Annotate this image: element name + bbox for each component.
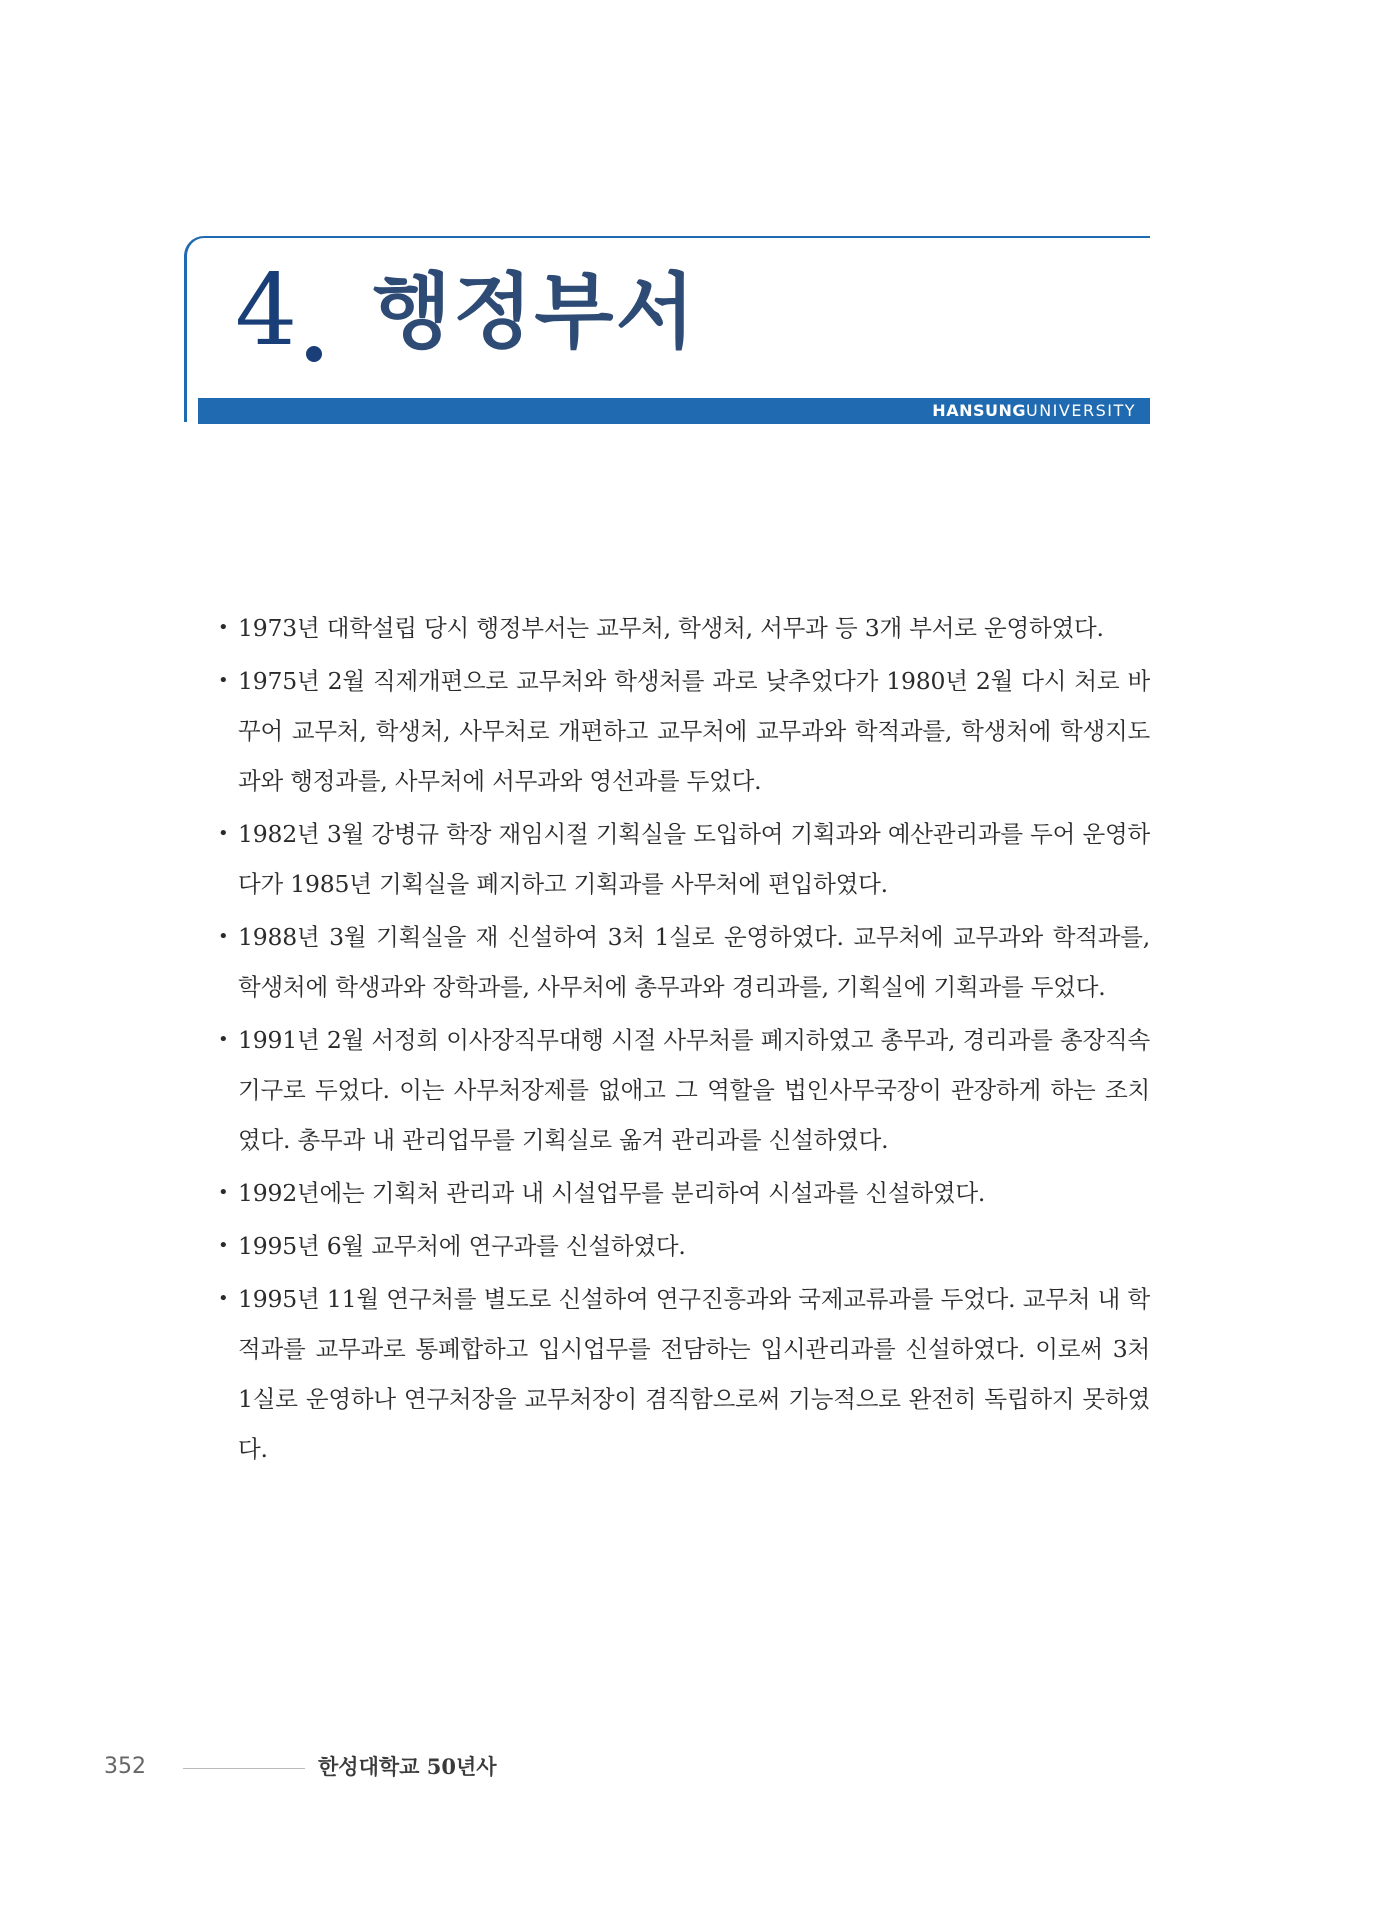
list-item-text: 1973년 대학설립 당시 행정부서는 교무처, 학생처, 서무과 등 3개 부서로 운영하였다. [238, 614, 1104, 642]
bullet-icon: • [218, 1182, 229, 1203]
bullet-icon: • [218, 1235, 229, 1256]
bullet-icon: • [218, 670, 229, 691]
bullet-icon: • [218, 823, 229, 844]
chapter-number: 4 [235, 254, 296, 368]
footer-divider [183, 1768, 305, 1769]
brand-name-strong: HANSUNG [932, 401, 1026, 420]
list-item-text: 1995년 11월 연구처를 별도로 신설하여 연구진흥과와 국제교류과를 두었다. 교무처 내 학적과를 교무과로 통폐합하고 입시업무를 전담하는 입시관리과를 신설하였다. 이로써 3처 1실로 운영하나 연구처장을 교무처장이 겸직함으로써 기능적으로 완전히 독립하지 못하였다. [238, 1285, 1150, 1463]
chapter-number-dot [306, 346, 322, 362]
list-item [218, 912, 1150, 1012]
footer-book-title: 한성대학교 50년사 [318, 1754, 497, 1779]
list-item [218, 1168, 1150, 1218]
list-item-text: 1975년 2월 직제개편으로 교무처와 학생처를 과로 낮추었다가 1980년 2월 다시 처로 바꾸어 교무처, 학생처, 사무처로 개편하고 교무처에 교무과와 학적과를, 학생처에 학생지도과와 행정과를, 사무처에 서무과와 영선과를 두었다. [238, 667, 1150, 795]
list-item [218, 656, 1150, 806]
bullet-icon: • [218, 1288, 229, 1309]
list-item-text: 1995년 6월 교무처에 연구과를 신설하였다. [238, 1232, 686, 1260]
brand-name-light: UNIVERSITY [1026, 401, 1136, 420]
list-item-text: 1992년에는 기획처 관리과 내 시설업무를 분리하여 시설과를 신설하였다. [238, 1179, 986, 1207]
list-item [218, 603, 1150, 653]
content-list [218, 603, 1150, 1477]
chapter-title: 행정부서 [372, 265, 697, 360]
bullet-icon: • [218, 1029, 229, 1050]
bullet-icon: • [218, 926, 229, 947]
brand-bar [198, 398, 1150, 424]
list-item [218, 809, 1150, 909]
list-item [218, 1221, 1150, 1271]
list-item-text: 1991년 2월 서정희 이사장직무대행 시절 사무처를 폐지하였고 총무과, 경리과를 총장직속기구로 두었다. 이는 사무처장제를 없애고 그 역할을 법인사무국장이 관장하게 하는 조치였다. 총무과 내 관리업무를 기획실로 옮겨 관리과를 신설하였다. [238, 1026, 1150, 1154]
list-item [218, 1274, 1150, 1474]
page-number: 352 [104, 1754, 146, 1779]
list-item [218, 1015, 1150, 1165]
bullet-icon: • [218, 617, 229, 638]
brand-logo-text [932, 401, 1136, 421]
list-item-text: 1982년 3월 강병규 학장 재임시절 기획실을 도입하여 기획과와 예산관리과를 두어 운영하다가 1985년 기획실을 폐지하고 기획과를 사무처에 편입하였다. [238, 820, 1150, 898]
list-item-text: 1988년 3월 기획실을 재 신설하여 3처 1실로 운영하였다. 교무처에 교무과와 학적과를, 학생처에 학생과와 장학과를, 사무처에 총무과와 경리과를, 기획실에 기획과를 두었다. [238, 923, 1150, 1001]
